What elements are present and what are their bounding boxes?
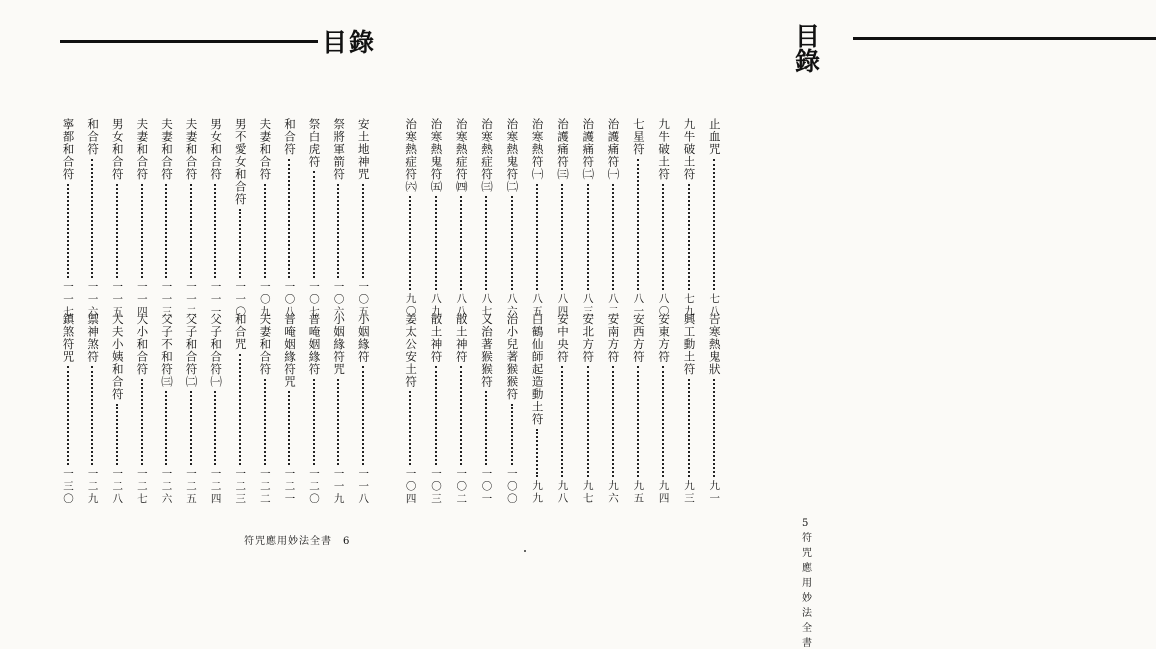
toc-dot-leader <box>313 379 315 465</box>
toc-entry-page: 一二七 <box>135 467 148 505</box>
toc-dot-leader <box>337 379 339 465</box>
toc-dot-leader <box>288 159 290 278</box>
toc-dot-leader <box>91 159 93 278</box>
toc-entry <box>278 118 300 318</box>
toc-dot-leader <box>67 366 69 465</box>
heading-rule-right <box>853 37 1156 40</box>
toc-entry-title: 和合咒 <box>233 313 248 351</box>
right-page <box>397 0 823 649</box>
toc-entry-title: 治寒熱鬼符㈡ <box>505 118 520 193</box>
toc-entry-title: 祭白虎符 <box>307 118 322 168</box>
page-title-left: 目錄 <box>322 28 377 57</box>
toc-dot-leader <box>239 354 241 465</box>
toc-entry <box>501 118 523 318</box>
toc-entry-title: 九牛破土符 <box>657 118 672 181</box>
toc-entry-page: 一〇二 <box>455 467 468 505</box>
toc-dot-leader <box>637 159 639 291</box>
toc-entry-page: 九八 <box>556 480 569 505</box>
toc-dot-leader <box>141 379 143 465</box>
toc-entry <box>131 118 153 318</box>
toc-entry-title: 夫妻和合符 <box>135 118 150 181</box>
toc-dot-leader <box>713 379 715 478</box>
toc-dot-leader <box>116 184 118 278</box>
toc-entry <box>352 313 374 505</box>
toc-dot-leader <box>460 196 462 290</box>
toc-entry-page: 一二一 <box>283 467 296 505</box>
toc-entry <box>399 313 421 505</box>
toc-dot-leader <box>288 391 290 465</box>
toc-dot-leader <box>67 184 69 278</box>
toc-entry-title: 告寒熱鬼狀 <box>707 313 722 376</box>
toc-entry-page: 九四 <box>657 480 670 505</box>
toc-dot-leader <box>511 404 513 465</box>
toc-entry-page: 九一 <box>708 480 721 505</box>
toc-entry <box>425 118 447 318</box>
toc-dot-leader <box>214 391 216 465</box>
toc-entry-page: 九七 <box>581 480 594 505</box>
toc-entry-title: 治護痛符㈠ <box>606 118 621 181</box>
toc-entry-page: 一一六 <box>86 280 99 318</box>
toc-entry-page: 八四 <box>556 293 569 318</box>
toc-entry <box>204 118 226 318</box>
toc-entry-page: 一〇三 <box>429 467 442 505</box>
toc-entry-title: 安西方符 <box>631 313 646 363</box>
toc-entry <box>678 313 700 505</box>
toc-entry <box>602 313 624 505</box>
toc-dot-leader <box>362 184 364 278</box>
toc-entry-page: 一二三 <box>234 467 247 505</box>
toc-entry <box>551 118 573 318</box>
toc-entry <box>602 118 624 318</box>
toc-entry <box>204 313 226 505</box>
toc-entry <box>475 118 497 318</box>
toc-entry-page: 一一九 <box>332 467 345 505</box>
toc-entry-title: 和合符 <box>282 118 297 156</box>
toc-entry <box>526 313 548 505</box>
toc-entry-page: 八五 <box>531 293 544 318</box>
toc-entry <box>652 118 674 318</box>
toc-entry-title: 治護痛符㈡ <box>581 118 596 181</box>
footer-left: 符咒應用妙法全書 6 <box>244 536 351 547</box>
toc-dot-leader <box>264 184 266 278</box>
toc-entry-page: 八三 <box>581 293 594 318</box>
toc-dot-leader <box>337 184 339 278</box>
toc-entry-title: 父子和合符㈠ <box>209 313 224 388</box>
toc-dot-leader <box>587 184 589 291</box>
print-speck <box>524 550 526 552</box>
toc-entry <box>57 313 79 505</box>
toc-entry-page: 一〇九 <box>258 280 271 318</box>
toc-entry <box>703 118 725 318</box>
toc-dot-leader <box>165 391 167 465</box>
toc-dot-leader <box>485 391 487 465</box>
toc-dot-leader <box>190 391 192 465</box>
toc-entry-page: 一二九 <box>86 467 99 505</box>
toc-entry-title: 治小兒著猴猴符 <box>505 313 520 401</box>
toc-entry-title: 治寒熱鬼符㈤ <box>429 118 444 193</box>
toc-dot-leader <box>536 429 538 478</box>
toc-entry-title: 夫妻和合符 <box>258 118 273 181</box>
toc-entry-page: 一〇〇 <box>505 467 518 505</box>
toc-entry-page: 一二六 <box>160 467 173 505</box>
toc-dot-leader <box>688 184 690 291</box>
toc-dot-leader <box>239 209 241 278</box>
toc-entry <box>577 313 599 505</box>
toc-dot-leader <box>612 184 614 291</box>
toc-entry <box>229 313 251 505</box>
toc-entry <box>303 313 325 505</box>
toc-dot-leader <box>511 196 513 290</box>
toc-dot-leader <box>165 184 167 278</box>
toc-entry <box>180 118 202 318</box>
toc-entry-page: 一一一 <box>209 280 222 318</box>
right-bottom-row <box>397 313 793 505</box>
toc-entry-page: 九六 <box>607 480 620 505</box>
toc-entry-page: 一一〇 <box>234 280 247 318</box>
toc-entry-page: 七八 <box>708 293 721 318</box>
toc-entry-page: 一〇七 <box>308 280 321 318</box>
toc-entry-page: 七九 <box>682 293 695 318</box>
toc-entry <box>327 313 349 505</box>
toc-entry-page: 一〇六 <box>332 280 345 318</box>
toc-entry <box>425 313 447 505</box>
toc-entry-title: 散土神符 <box>454 313 469 363</box>
toc-entry <box>703 313 725 505</box>
toc-entry-title: 禦神煞符 <box>86 313 101 363</box>
toc-entry-title: 安北方符 <box>581 313 596 363</box>
toc-dot-leader <box>612 366 614 477</box>
toc-entry-title: 七星符 <box>631 118 646 156</box>
toc-entry-title: 安中央符 <box>555 313 570 363</box>
toc-entry-page: 八〇 <box>657 293 670 318</box>
toc-entry <box>450 313 472 505</box>
toc-dot-leader <box>190 184 192 278</box>
toc-entry <box>652 313 674 505</box>
toc-dot-leader <box>561 366 563 477</box>
toc-dot-leader <box>662 366 664 477</box>
toc-dot-leader <box>116 404 118 465</box>
toc-entry-page: 一二二 <box>258 467 271 505</box>
toc-entry-title: 和合符 <box>86 118 101 156</box>
toc-entry-title: 夫妻和合符 <box>184 118 199 181</box>
toc-entry <box>399 118 421 318</box>
toc-entry-title: 小姻緣符 <box>356 313 371 363</box>
toc-entry <box>577 118 599 318</box>
toc-entry-title: 安土地神咒 <box>356 118 371 181</box>
toc-entry <box>180 313 202 505</box>
toc-entry-title: 夫妻和合符 <box>258 313 273 376</box>
toc-entry-page: 一〇四 <box>404 467 417 505</box>
toc-entry-page: 八一 <box>632 293 645 318</box>
toc-entry-title: 又治著猴猴符 <box>480 313 495 388</box>
toc-entry-page: 八九 <box>429 293 442 318</box>
toc-entry-title: 小姻緣符咒 <box>332 313 347 376</box>
toc-entry <box>526 118 548 318</box>
toc-entry <box>627 118 649 318</box>
left-bottom-row <box>0 313 397 505</box>
toc-entry-title: 九牛破土符 <box>682 118 697 181</box>
toc-entry-title: 安東方符 <box>657 313 672 363</box>
toc-dot-leader <box>313 171 315 278</box>
toc-entry-page: 一〇五 <box>357 280 370 318</box>
toc-entry <box>81 118 103 318</box>
toc-entry <box>501 313 523 505</box>
footer-right: 5 符咒應用妙法全書 <box>802 518 821 649</box>
toc-entry-title: 安南方符 <box>606 313 621 363</box>
toc-dot-leader <box>409 391 411 465</box>
toc-entry-title: 大夫小姨和合符 <box>110 313 125 401</box>
toc-entry <box>627 313 649 505</box>
toc-entry-title: 興工動土符 <box>682 313 697 376</box>
toc-entry <box>229 118 251 318</box>
toc-entry-page: 一一四 <box>135 280 148 318</box>
toc-entry <box>57 118 79 318</box>
toc-entry-title: 治寒熱症符㈣ <box>454 118 469 193</box>
toc-dot-leader <box>409 196 411 290</box>
toc-entry-title: 白鶴仙師起造動土符 <box>530 313 545 426</box>
toc-entry <box>81 313 103 505</box>
toc-entry-page: 一一三 <box>160 280 173 318</box>
toc-entry-title: 治寒熱符㈠ <box>530 118 545 181</box>
toc-entry <box>254 313 276 505</box>
toc-entry-page: 九九 <box>531 480 544 505</box>
toc-entry-page: 一二八 <box>111 467 124 505</box>
toc-entry-page: 一二五 <box>185 467 198 505</box>
toc-entry-title: 父子和合符㈡ <box>184 313 199 388</box>
toc-entry <box>254 118 276 318</box>
toc-entry-page: 一三〇 <box>62 467 75 505</box>
page-title-right: 目錄 <box>795 22 823 76</box>
toc-entry-title: 夫妻和合符 <box>159 118 174 181</box>
toc-entry-page: 八六 <box>505 293 518 318</box>
toc-dot-leader <box>460 366 462 465</box>
toc-entry <box>106 118 128 318</box>
toc-dot-leader <box>536 184 538 291</box>
toc-entry-title: 止血咒 <box>707 118 722 156</box>
toc-entry <box>678 118 700 318</box>
toc-entry-title: 男不愛女和合符 <box>233 118 248 206</box>
toc-entry <box>303 118 325 318</box>
toc-entry-page: 九三 <box>682 480 695 505</box>
toc-entry <box>475 313 497 505</box>
toc-dot-leader <box>713 159 715 291</box>
toc-entry-title: 寧都和合符 <box>61 118 76 181</box>
toc-dot-leader <box>662 184 664 291</box>
left-top-row <box>0 118 397 318</box>
toc-entry-title: 普唵姻緣符 <box>307 313 322 376</box>
toc-entry-page: 一一八 <box>357 467 370 505</box>
toc-dot-leader <box>435 196 437 290</box>
toc-entry-page: 一二四 <box>209 467 222 505</box>
toc-entry-page: 八八 <box>455 293 468 318</box>
left-page <box>0 0 397 561</box>
toc-entry-page: 八七 <box>480 293 493 318</box>
toc-entry-page: 一一七 <box>62 280 75 318</box>
toc-dot-leader <box>485 196 487 290</box>
heading-rule-left <box>60 40 318 43</box>
toc-entry-page: 八二 <box>607 293 620 318</box>
toc-dot-leader <box>587 366 589 477</box>
toc-dot-leader <box>561 184 563 291</box>
toc-entry <box>327 118 349 318</box>
toc-entry <box>450 118 472 318</box>
toc-entry-title: 父子不和符㈢ <box>159 313 174 388</box>
toc-entry-title: 治寒熱症符㈥ <box>404 118 419 193</box>
right-top-row <box>397 118 793 318</box>
toc-entry <box>106 313 128 505</box>
toc-entry <box>278 313 300 505</box>
toc-entry-title: 治寒熱症符㈢ <box>480 118 495 193</box>
toc-entry <box>551 313 573 505</box>
toc-entry-page: 一二〇 <box>308 467 321 505</box>
toc-entry-title: 男女和合符 <box>209 118 224 181</box>
toc-entry-title: 祭將軍箭符 <box>332 118 347 181</box>
toc-dot-leader <box>141 184 143 278</box>
toc-dot-leader <box>214 184 216 278</box>
toc-entry <box>155 313 177 505</box>
toc-dot-leader <box>91 366 93 465</box>
toc-dot-leader <box>264 379 266 465</box>
toc-entry-page: 一一五 <box>111 280 124 318</box>
toc-entry-title: 散土神符 <box>429 313 444 363</box>
toc-entry <box>155 118 177 318</box>
toc-entry-page: 一一二 <box>185 280 198 318</box>
toc-entry-title: 男女和合符 <box>110 118 125 181</box>
toc-entry-page: 九〇 <box>404 293 417 318</box>
toc-dot-leader <box>688 379 690 478</box>
toc-entry-page: 一〇一 <box>480 467 493 505</box>
toc-entry-title: 普唵姻緣符咒 <box>282 313 297 388</box>
toc-entry-page: 九五 <box>632 480 645 505</box>
toc-entry-title: 治護痛符㈢ <box>555 118 570 181</box>
toc-entry-title: 鎮煞符咒 <box>61 313 76 363</box>
toc-dot-leader <box>362 366 364 465</box>
toc-dot-leader <box>637 366 639 477</box>
toc-dot-leader <box>435 366 437 465</box>
toc-entry <box>352 118 374 318</box>
toc-entry-title: 大小和合符 <box>135 313 150 376</box>
toc-entry-title: 姜太公安土符 <box>404 313 419 388</box>
toc-entry-page: 一〇八 <box>283 280 296 318</box>
toc-entry <box>131 313 153 505</box>
